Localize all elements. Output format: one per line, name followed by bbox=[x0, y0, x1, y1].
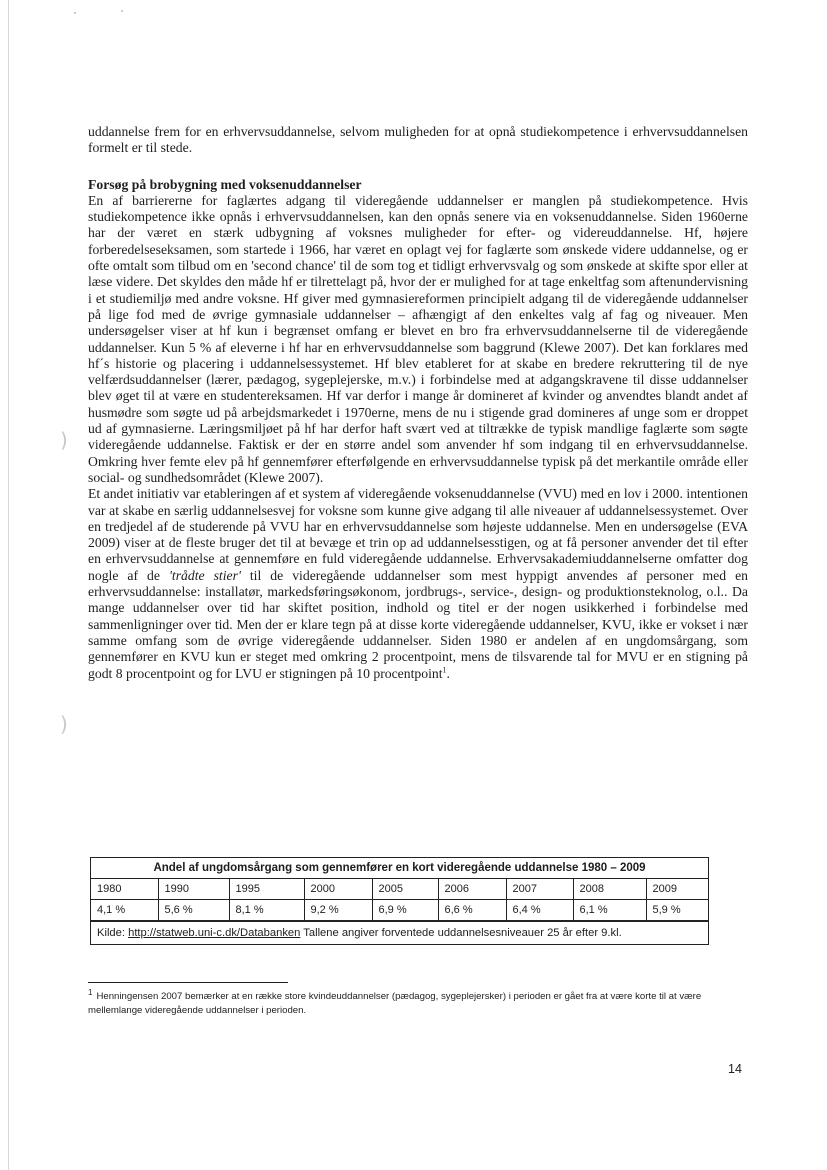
source-label: Kilde: bbox=[97, 927, 129, 939]
table-source bbox=[91, 921, 708, 944]
value-cell: 8,1 % bbox=[229, 900, 304, 921]
table-grid bbox=[91, 879, 708, 921]
paragraph-vvu-emphasis: 'trådte stier' bbox=[168, 567, 241, 583]
value-cell: 6,1 % bbox=[573, 900, 646, 921]
paragraph-hf: En af barriererne for faglærtes adgang til videregående uddannelser er manglen på studiekompetence. Hvis studiekompetence ikke opnås i erhvervsuddannelsen, kan den opnås senere via en voksenuddannelse. Siden 1960erne har der været en stærk udbygning af voksnes muligheder for efter- og videreuddannelse. Hf, højere forberedelseseksamen, som startede i 1966, har været en oplagt vej for faglærte som ønskede videre uddannelse, og er ofte omtalt som tilbud om en 'second chance' til de som tog et tidligt erhvervsvalg og som ønskede at skifte spor eller at læse videre. Det skyldes den måde hf er tilrettelagt på, hvor der er mulighed for at tage enkeltfag som aftenundervisning i et studiemiljø med andre voksne. Hf giver med gymnasiereformen principielt adgang til de videregående uddannelser på lige fod med de øvrige gymnasiale uddannelser – afhængigt af den enkeltes valg af fag og niveauer. Men undersøgelser viser at hf kun i begrænset omfang er blevet en bro fra erhvervsuddannelserne til de videregående uddannelser. Kun 5 % af eleverne i hf har en erhvervsuddannelse som baggrund (Klewe 2007). Det kan forklares med hf´s historie og placering i uddannelsessystemet. Hf blev etableret for at skabe en bredere rekruttering til de nye velfærdsuddannelser (lærer, pædagog, sygeplejerske, m.v.) i forbindelse med at adgangskravene til disse uddannelser blev øget til at være en studentereksamen. Hf var derfor i mange år domineret af kvinder og anvendtes blandt andet af husmødre som søgte ud på arbejdsmarkedet i 1970erne, mens de nu i stigende grad domineres af unge som er droppet ud af gymnasierne. Læringsmiljøet på hf har derfor haft svært ved at tiltrække de typisk mandlige faglærte som søgte videregående uddannelse. Faktisk er der en større andel som anvender hf som indgang til en erhvervsuddannelse. Omkring hver femte elev på hf gennemfører efterfølgende en erhvervsuddannelse typisk på det merkantile område eller social- og sundhedsområdet (Klewe 2007). bbox=[88, 192, 748, 485]
page-number: 14 bbox=[728, 1062, 742, 1076]
value-cell: 4,1 % bbox=[91, 900, 158, 921]
body-text bbox=[88, 124, 748, 682]
year-cell: 2000 bbox=[304, 879, 372, 900]
year-cell: 1990 bbox=[158, 879, 229, 900]
year-cell: 2008 bbox=[573, 879, 646, 900]
section-heading: Forsøg på brobygning med voksenuddannelser bbox=[88, 176, 362, 192]
table-title: Andel af ungdomsårgang som gennemfører en kort videregående uddannelse 1980 – 2009 bbox=[91, 858, 708, 879]
source-link[interactable]: http://statweb.uni-c.dk/Databanken bbox=[128, 927, 301, 939]
footnote-divider bbox=[88, 982, 288, 983]
scan-speck bbox=[121, 10, 123, 12]
scan-binding-edge bbox=[8, 0, 9, 1170]
source-note: Tallene angiver forventede uddannelsesniveauer 25 år efter 9.kl. bbox=[300, 927, 622, 939]
scan-margin-mark: ) bbox=[60, 712, 68, 736]
paragraph-vvu-text-a: Et andet initiativ var etableringen af et system af videregående voksenuddannelse (VVU) med en lov i 2000. intentionen var at skabe en særlig uddannelsesvej for voksne som kunne give adgang til alle niveauer af uddannelsessystemet. Over en tredjedel af de studerende på VVU har en erhvervsuddannelse som højeste uddannelse. Men en undersøgelse (EVA 2009) viser at de fleste bruger det til at bevæge et trin op ad uddannelsesstigen, og at få personer anvender det til efter en erhvervsuddannelse at gennemføre en fuld videregående uddannelse. Erhvervsakademiuddannelserne omfatter dog nogle af de bbox=[88, 486, 748, 583]
value-cell: 5,6 % bbox=[158, 900, 229, 921]
table-row-years bbox=[91, 879, 708, 900]
table-row-values bbox=[91, 900, 708, 921]
footnote-number: 1 bbox=[88, 987, 93, 997]
footnote bbox=[88, 987, 738, 1018]
year-cell: 2007 bbox=[506, 879, 573, 900]
value-cell: 9,2 % bbox=[304, 900, 372, 921]
paragraph-vvu-text-c: . bbox=[446, 665, 450, 681]
year-cell: 2006 bbox=[438, 879, 506, 900]
intro-paragraph: uddannelse frem for en erhvervsuddannelse, selvom muligheden for at opnå studiekompetence i erhvervsuddannelsen formelt er til stede. bbox=[88, 124, 748, 156]
year-cell: 2005 bbox=[372, 879, 438, 900]
value-cell: 6,9 % bbox=[372, 900, 438, 921]
footnote-reference[interactable]: 1 bbox=[442, 664, 447, 674]
paragraph-vvu-text-b: til de videregående uddannelser som mest hyppigt anvendes af personer med en erhvervsuddannelse: installatør, markedsføringsøkonom, jordbrugs-, service-, design- og produktionsteknolog, o.l.. Da mange uddannelser over tid har skiftet position, indhold og titel er der nogen usikkerhed i forbindelse med sammenligninger over tid. Men der er klare tegn på at disse korte videregående uddannelser, KVU, ikke er vokset i nær samme omfang som de øvrige videregående uddannelser. Siden 1980 er andelen af en ungdomsårgang, som gennemfører en KVU kun er steget med omkring 2 procentpoint, mens de tilsvarende tal for MVU er en stigning på godt 8 procentpoint og for LVU er stigningen på 10 procentpoint bbox=[88, 567, 748, 681]
year-cell: 2009 bbox=[646, 879, 708, 900]
value-cell: 6,6 % bbox=[438, 900, 506, 921]
year-cell: 1980 bbox=[91, 879, 158, 900]
footnote-text: Henningensen 2007 bemærker at en række store kvindeuddannelser (pædagog, sygeplejersker) i perioden er gået fra at være korte til at være mellemlange videregående uddannelser i perioden. bbox=[88, 991, 702, 1016]
year-cell: 1995 bbox=[229, 879, 304, 900]
scan-margin-mark: ) bbox=[60, 428, 68, 452]
scan-speck bbox=[74, 12, 76, 14]
kvu-statistics-table bbox=[90, 857, 709, 945]
value-cell: 5,9 % bbox=[646, 900, 708, 921]
value-cell: 6,4 % bbox=[506, 900, 573, 921]
paragraph-vvu bbox=[88, 486, 748, 682]
